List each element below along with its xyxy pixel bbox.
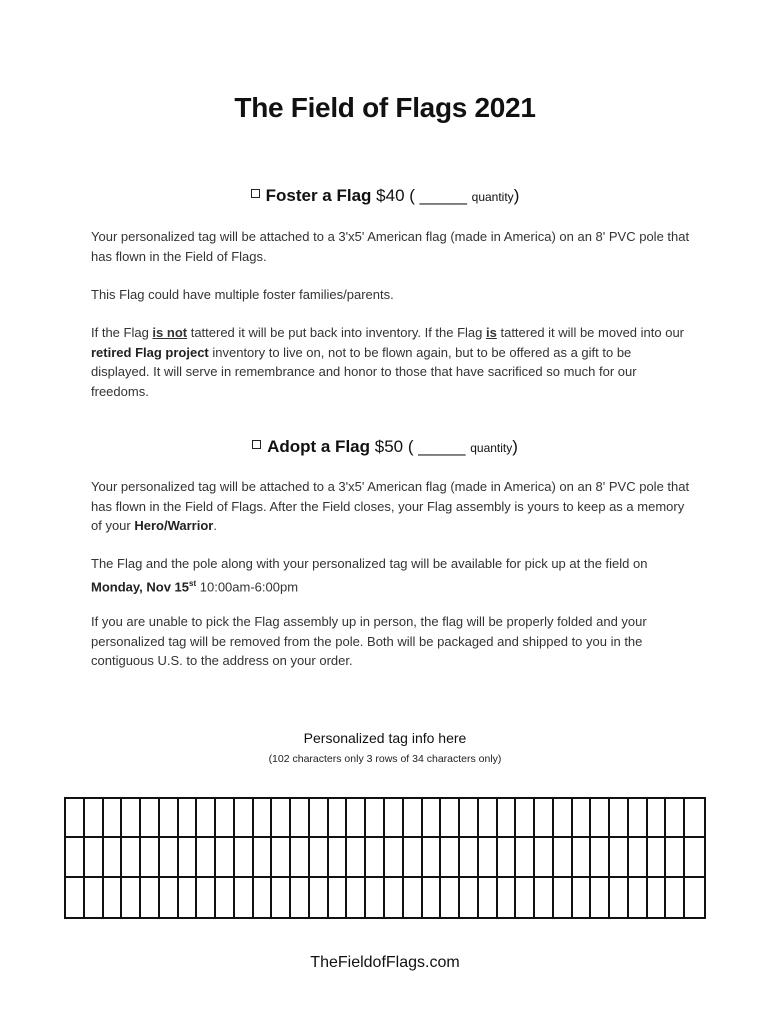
tag-grid-cell[interactable]: [235, 838, 254, 877]
tag-grid-cell[interactable]: [272, 878, 291, 917]
adopt-paragraph-3: If you are unable to pick the Flag assembly up in person, the flag will be properly folded and your personalized tag will be removed from the pole. Both will be packaged and shipped to you in the contiguous U.S. to the address on your order.: [91, 614, 647, 668]
tag-grid-cell[interactable]: [591, 878, 610, 917]
tag-grid-cell[interactable]: [516, 878, 535, 917]
tag-grid-cell[interactable]: [179, 878, 198, 917]
tag-grid-cell[interactable]: [347, 878, 366, 917]
foster-price[interactable]: $40 ( _____: [376, 186, 467, 205]
tag-grid-cell[interactable]: [554, 799, 573, 838]
adopt-option: [0, 437, 770, 457]
tag-grid-cell[interactable]: [291, 878, 310, 917]
tag-grid-cell[interactable]: [272, 838, 291, 877]
tag-grid-cell[interactable]: [460, 799, 479, 838]
tag-grid-cell[interactable]: [216, 878, 235, 917]
tag-grid-cell[interactable]: [666, 838, 685, 877]
tag-grid-cell[interactable]: [347, 799, 366, 838]
tag-grid-cell[interactable]: [479, 799, 498, 838]
foster-label: Foster a Flag: [265, 186, 372, 205]
tag-grid-cell[interactable]: [629, 878, 648, 917]
tag-grid-cell[interactable]: [666, 799, 685, 838]
tag-grid-cell[interactable]: [385, 799, 404, 838]
tag-grid-cell[interactable]: [329, 799, 348, 838]
tag-grid-cell[interactable]: [310, 838, 329, 877]
tag-grid-cell[interactable]: [648, 838, 667, 877]
adopt-paragraph-1: Your personalized tag will be attached to a 3'x5' American flag (made in America) on an 8' PVC pole that has flown in the Field of Flags. After the Field closes, your Flag assembly is yours to keep as a memory of your Hero/Warrior.: [91, 479, 690, 533]
tag-grid-cell[interactable]: [629, 799, 648, 838]
tag-grid-cell[interactable]: [104, 838, 123, 877]
tag-grid-cell[interactable]: [347, 838, 366, 877]
tag-grid-cell[interactable]: [122, 799, 141, 838]
tag-grid-cell[interactable]: [160, 838, 179, 877]
tag-grid-cell[interactable]: [197, 838, 216, 877]
tag-grid-cell[interactable]: [479, 878, 498, 917]
tag-grid-cell[interactable]: [197, 878, 216, 917]
tag-grid-cell[interactable]: [610, 799, 629, 838]
tag-grid-cell[interactable]: [366, 878, 385, 917]
tag-grid-cell[interactable]: [441, 838, 460, 877]
tag-grid-cell[interactable]: [685, 878, 704, 917]
foster-checkbox[interactable]: [251, 189, 260, 198]
tag-grid-cell[interactable]: [216, 838, 235, 877]
tag-grid-cell[interactable]: [385, 878, 404, 917]
tag-grid-cell[interactable]: [554, 878, 573, 917]
tag-grid-cell[interactable]: [610, 838, 629, 877]
tag-grid-cell[interactable]: [610, 878, 629, 917]
tag-grid-cell[interactable]: [516, 838, 535, 877]
adopt-price[interactable]: $50 ( _____: [374, 437, 466, 456]
tag-grid-cell[interactable]: [685, 799, 704, 838]
tag-grid-cell[interactable]: [366, 838, 385, 877]
tag-title: Personalized tag info here: [303, 730, 467, 746]
tag-grid-cell[interactable]: [366, 799, 385, 838]
tag-grid-cell[interactable]: [573, 799, 592, 838]
tag-grid-cell[interactable]: [104, 799, 123, 838]
adopt-close-paren: ): [512, 437, 518, 456]
tag-grid-cell[interactable]: [160, 799, 179, 838]
tag-grid-cell[interactable]: [141, 878, 160, 917]
tag-grid-cell[interactable]: [535, 878, 554, 917]
footer-website[interactable]: TheFieldofFlags.com: [310, 954, 460, 971]
tag-grid-cell[interactable]: [104, 878, 123, 917]
adopt-quantity-label: quantity: [470, 441, 513, 455]
tag-grid-cell[interactable]: [291, 838, 310, 877]
tag-grid-cell[interactable]: [122, 838, 141, 877]
tag-grid-cell[interactable]: [591, 799, 610, 838]
tag-grid-cell[interactable]: [535, 838, 554, 877]
tag-grid-cell[interactable]: [160, 878, 179, 917]
tag-grid-cell[interactable]: [591, 838, 610, 877]
tag-grid-cell[interactable]: [573, 878, 592, 917]
tag-grid-cell[interactable]: [66, 878, 85, 917]
tag-grid-cell[interactable]: [329, 878, 348, 917]
tag-grid-cell[interactable]: [423, 838, 442, 877]
tag-grid-cell[interactable]: [272, 799, 291, 838]
tag-grid-cell[interactable]: [460, 838, 479, 877]
tag-grid-cell[interactable]: [122, 878, 141, 917]
adopt-label: Adopt a Flag: [267, 437, 371, 456]
tag-grid-cell[interactable]: [254, 799, 273, 838]
adopt-checkbox[interactable]: [252, 440, 261, 449]
tag-grid-cell[interactable]: [66, 799, 85, 838]
tag-grid-cell[interactable]: [666, 878, 685, 917]
tag-grid-cell[interactable]: [141, 838, 160, 877]
tag-grid-cell[interactable]: [685, 838, 704, 877]
tag-grid-cell[interactable]: [554, 838, 573, 877]
tag-grid-cell[interactable]: [441, 878, 460, 917]
tag-grid-cell[interactable]: [648, 799, 667, 838]
tag-grid-cell[interactable]: [291, 799, 310, 838]
tag-grid-cell[interactable]: [460, 878, 479, 917]
foster-option: [0, 186, 770, 206]
tag-grid-cell[interactable]: [535, 799, 554, 838]
tag-grid-cell[interactable]: [197, 799, 216, 838]
tag-grid-cell[interactable]: [85, 878, 104, 917]
tag-grid-cell[interactable]: [423, 878, 442, 917]
tag-character-grid[interactable]: [64, 797, 706, 919]
tag-grid-cell[interactable]: [310, 878, 329, 917]
foster-paragraph-2: This Flag could have multiple foster families/parents.: [91, 287, 394, 302]
tag-grid-cell[interactable]: [329, 838, 348, 877]
tag-grid-cell[interactable]: [404, 799, 423, 838]
tag-grid-cell[interactable]: [404, 838, 423, 877]
tag-subtitle: (102 characters only 3 rows of 34 characters only): [268, 753, 502, 765]
tag-grid-cell[interactable]: [179, 799, 198, 838]
tag-grid-cell[interactable]: [648, 878, 667, 917]
tag-grid-cell[interactable]: [254, 878, 273, 917]
tag-grid-cell[interactable]: [235, 878, 254, 917]
foster-quantity-label: quantity: [471, 190, 514, 204]
tag-grid-cell[interactable]: [423, 799, 442, 838]
tag-grid-cell[interactable]: [385, 838, 404, 877]
tag-grid-cell[interactable]: [141, 799, 160, 838]
adopt-paragraph-2: The Flag and the pole along with your personalized tag will be available for pick up at the field on Monday, Nov 15st 10:00am-6:00pm: [91, 556, 648, 594]
tag-grid-cell[interactable]: [629, 838, 648, 877]
tag-grid-cell[interactable]: [254, 838, 273, 877]
foster-close-paren: ): [513, 186, 520, 205]
tag-grid-cell[interactable]: [498, 878, 517, 917]
tag-grid-cell[interactable]: [85, 838, 104, 877]
tag-grid-cell[interactable]: [441, 799, 460, 838]
tag-grid-cell[interactable]: [216, 799, 235, 838]
tag-grid-cell[interactable]: [179, 838, 198, 877]
tag-grid-cell[interactable]: [498, 838, 517, 877]
tag-grid-cell[interactable]: [479, 838, 498, 877]
tag-grid-cell[interactable]: [85, 799, 104, 838]
tag-grid-cell[interactable]: [310, 799, 329, 838]
tag-grid-cell[interactable]: [66, 838, 85, 877]
foster-paragraph-1: Your personalized tag will be attached to a 3'x5' American flag (made in America) on an 8' PVC pole that has flown in the Field of Flags.: [91, 229, 690, 264]
tag-grid-cell[interactable]: [235, 799, 254, 838]
tag-grid-cell[interactable]: [573, 838, 592, 877]
foster-paragraph-3: If the Flag is not tattered it will be put back into inventory. If the Flag is tattered it will be moved into our retired Flag project inventory to live on, not to be flown again, but to be offered as a gift to be displayed. It will serve in remembrance and honor to those that have sacrificed so much for our freedoms.: [91, 325, 685, 399]
page-title: The Field of Flags 2021: [234, 92, 536, 123]
tag-grid-cell[interactable]: [498, 799, 517, 838]
tag-grid-cell[interactable]: [404, 878, 423, 917]
tag-grid-cell[interactable]: [516, 799, 535, 838]
